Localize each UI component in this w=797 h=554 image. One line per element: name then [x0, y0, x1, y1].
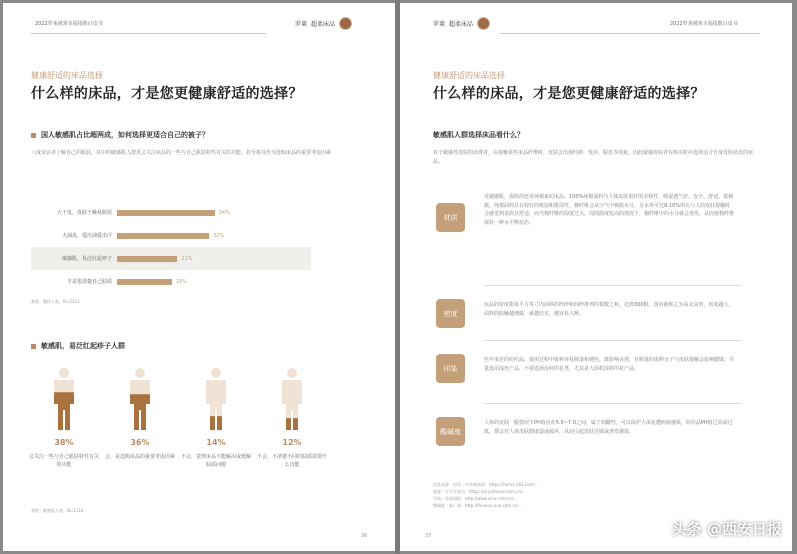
bar [117, 210, 215, 216]
sources-list [433, 481, 539, 509]
criteria-badge: 密度 [436, 299, 465, 328]
page-number: 36 [361, 533, 368, 539]
person-pct: 14% [206, 438, 226, 447]
criteria-text: 色牢度差的纺织品，使用过程中染料容易脱落和褪色，既影响美观，且脱落的染料分子与皮肤接触会影响健康，尽量选用浅色产品，不要选择涂料印花类，尤其是大面积涂料印花产品。 [484, 357, 735, 372]
person-desc: 不会，不清楚不同的肤质需要什么功能 [256, 454, 327, 468]
bar-value: 32% [213, 232, 225, 239]
person-desc: 会关注一些与自己肌肤特性有关的功能 [28, 454, 99, 468]
criteria-badge: 印染 [436, 354, 465, 383]
bar-label: 大油皮，爱出油爱出汗 [61, 233, 112, 239]
brand-logo [295, 17, 352, 30]
person-icon [49, 368, 79, 430]
section-heading: 敏感肌，易泛红起疹子人群 [31, 341, 125, 351]
bar-value: 34% [218, 209, 230, 216]
person-icon [125, 368, 155, 430]
watermark: 头条 @西安日报 [671, 520, 782, 538]
bar-value: 21% [181, 255, 193, 262]
base-note: 基数：敏感肌人数，N=1116 [31, 508, 84, 513]
bar [117, 256, 177, 262]
skin-type-bar-chart [31, 201, 311, 293]
seal-icon [339, 17, 352, 30]
right-page [400, 3, 792, 551]
section-heading: 敏感肌人群选择床品看什么？ [433, 131, 524, 139]
person-desc: 会，是选购床品的重要考虑因素 [104, 454, 175, 460]
criteria-text: 床品的密度指每平方英寸内面料的经纱和纬纱排列的根数之和，达到300根，国内就称之为高支高密，密度越大，面料的肤触越细致，就越结实，越容易入睡。 [484, 302, 734, 317]
brand-name: 罗莱 [295, 21, 308, 28]
person-desc: 不会，觉得床品不能解决或缓解肤质问题 [180, 454, 251, 468]
criteria-badge: 材质 [436, 203, 465, 232]
divider [484, 403, 741, 404]
left-page [3, 3, 395, 551]
bar-label: 大干皮，皮肤干燥易脱屑 [56, 210, 112, 216]
person-silhouette [206, 368, 226, 430]
brand-sub: 超柔床品 [449, 21, 474, 28]
header-title: 2022罗莱被窝幸福指数白皮书 [670, 21, 738, 27]
person-pct: 12% [282, 438, 302, 447]
criteria-text: 对敏感肌，保险的还是纯棉家纺床品。100%纯棉面料与人体皮肤很好的亲和性，吸湿透气好，安全、舒适、低刺激。纯棉面料具有较好的吸湿和排湿性，棉纤维会从空气中吸收水分，含水率可达8-10%所以与人的皮肤接触时会感觉到柔软且舒适，而当棉纤维的湿度过大，周围温度较高的情况下，棉纤维中的水分就会蒸发，从而使棉纤维保持一种水平衡状态。 [484, 194, 735, 226]
bar-row [31, 201, 311, 224]
bar [117, 233, 209, 239]
person-pct: 38% [54, 438, 74, 447]
person-stat [180, 368, 252, 469]
page-title: 什么样的床品，才是您更健康舒适的选择？ [433, 86, 705, 102]
source-line: 印染 - 华商晨报：http://www.sina.com.cn/... [433, 496, 518, 501]
header-title: 2022罗莱被窝幸福指数白皮书 [35, 21, 103, 27]
bar-row-highlighted [31, 247, 311, 270]
person-icon [201, 368, 231, 430]
divider [484, 340, 741, 341]
person-stat [104, 368, 176, 469]
brand-sub: 超柔床品 [311, 21, 336, 28]
bar-label: 敏感肌，易泛红起疹子 [61, 256, 112, 262]
seal-icon [477, 17, 490, 30]
brand-logo [433, 17, 490, 30]
person-stat [28, 368, 100, 469]
section-heading: 国人敏感肌占比超两成，如何选择更适合自己的被子？ [31, 130, 209, 140]
person-figures [28, 368, 328, 469]
source-line: 密度 - 太平洋家居：https://pl.pchouse.com.cn/... [433, 489, 527, 494]
header-rule [31, 33, 266, 34]
page-title: 什么样的床品，才是您更健康舒适的选择？ [31, 86, 303, 102]
bar [117, 279, 172, 285]
base-note: 基数：整体人数，N=5313 [31, 299, 80, 304]
criteria-badge: 酸碱度 [436, 417, 465, 446]
source-line: 信息来源：材质 - 中华新闻网：https://home.163.com/... [433, 482, 539, 487]
section-kicker: 健康舒适的床品选择 [31, 71, 103, 80]
divider [484, 285, 741, 286]
brand-name: 罗莱 [433, 21, 446, 28]
criteria-text: 人体的皮肤一般情况下PH值应在5.5~7.0之间，属于弱酸性，可以保护人体免遭病菌感染，纺织品PH值过高或过低，都会对人体皮肤健康造成破坏，从而引起皮肤过敏或诱发感染。 [484, 420, 733, 435]
bar-label: 不是很清楚自己肤质 [66, 279, 112, 285]
person-icon [277, 368, 307, 430]
person-silhouette [282, 368, 302, 430]
square-bullet-icon [31, 344, 36, 349]
bar-row [31, 224, 311, 247]
person-pct: 36% [130, 438, 150, 447]
bar-value: 19% [175, 278, 187, 285]
source-line: 酸碱度 - 新广网：http://finance.sina.com.cn/... [433, 503, 523, 508]
page-number: 37 [425, 533, 432, 539]
square-bullet-icon [31, 133, 36, 138]
section-kicker: 健康舒适的床品选择 [433, 71, 505, 80]
person-stat [256, 368, 328, 469]
bar-row [31, 270, 311, 293]
intro-paragraph: 对于敏感性皮肤的消费者，在接触某些床品纤维时，皮肤会出现红肿、发痒、脱皮等现象，因此敏感皮肤者在购买时应选择适合自身皮肤状况的床品。 [433, 150, 754, 165]
section-paragraph: 八成受访者了解自己的肌肤，其中的敏感肌人群更会关注床品的一些与自己肌肤特性有关的功能，甚至将其作为选购床品的重要考虑因素 [31, 150, 332, 156]
header-rule [500, 33, 760, 34]
